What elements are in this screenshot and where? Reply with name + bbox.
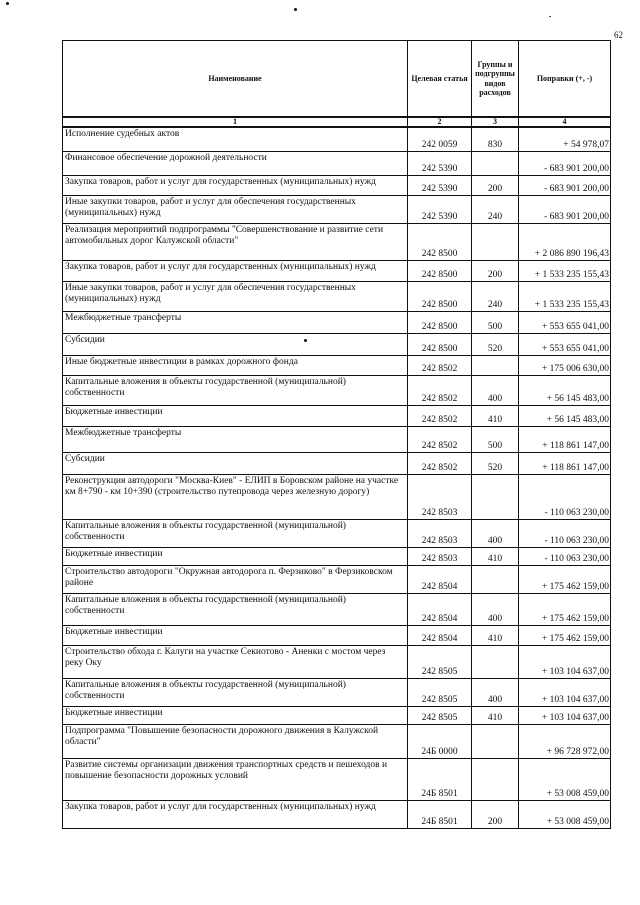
row-name: Строительство обхода г. Калуги на участке Секиотово - Аненки с мостом через реку Оку (63, 645, 408, 678)
row-group: 410 (472, 405, 519, 426)
row-name: Межбюджетные трансферты (63, 311, 408, 333)
row-amount: + 175 462 159,00 (519, 565, 611, 593)
row-amount: - 110 063 230,00 (519, 519, 611, 547)
row-name: Капитальные вложения в объекты государственной (муниципальной) собственности (63, 375, 408, 405)
row-group: 400 (472, 519, 519, 547)
table-row (63, 452, 611, 474)
row-name: Капитальные вложения в объекты государственной (муниципальной) собственности (63, 519, 408, 547)
row-name: Реконструкция автодороги "Москва-Киев" - ЕЛИП в Боровском районе на участке км 8+790 - км 10+390 (строительство путепровода через железную дорогу) (63, 474, 408, 519)
row-group: 400 (472, 375, 519, 405)
table-row (63, 800, 611, 828)
row-group: 400 (472, 593, 519, 625)
row-amount: + 1 533 235 155,43 (519, 260, 611, 281)
table-row (63, 724, 611, 758)
table-row (63, 474, 611, 519)
row-group: 200 (472, 175, 519, 195)
row-name: Субсидии (63, 333, 408, 355)
header-group: Группы и подгруппы видов расходов (472, 41, 519, 118)
row-group: 410 (472, 706, 519, 724)
table-row (63, 706, 611, 724)
row-code: 242 8504 (408, 625, 472, 645)
row-group: 200 (472, 260, 519, 281)
row-group: 410 (472, 625, 519, 645)
table-row (63, 593, 611, 625)
row-code: 242 8505 (408, 645, 472, 678)
row-amount: + 553 655 041,00 (519, 311, 611, 333)
row-group (472, 355, 519, 375)
row-amount: + 175 006 630,00 (519, 355, 611, 375)
page-number: 62 (614, 30, 623, 40)
row-code: 242 8503 (408, 547, 472, 565)
table-row (63, 375, 611, 405)
row-group: 500 (472, 426, 519, 452)
table-row (63, 127, 611, 151)
row-group: 520 (472, 452, 519, 474)
column-number-row (63, 117, 611, 127)
row-amount: + 96 728 972,00 (519, 724, 611, 758)
row-group: 520 (472, 333, 519, 355)
row-name: Закупка товаров, работ и услуг для государственных (муниципальных) нужд (63, 260, 408, 281)
row-code: 242 8502 (408, 405, 472, 426)
row-group (472, 223, 519, 260)
table-row (63, 175, 611, 195)
row-name: Капитальные вложения в объекты государственной (муниципальной) собственности (63, 678, 408, 706)
header-code: Целевая статья (408, 41, 472, 118)
row-group (472, 565, 519, 593)
scan-speck (294, 8, 297, 11)
row-name: Бюджетные инвестиции (63, 405, 408, 426)
row-code: 242 8500 (408, 223, 472, 260)
table-row (63, 151, 611, 175)
column-number: 2 (408, 117, 472, 127)
table-row (63, 426, 611, 452)
row-code: 242 8503 (408, 474, 472, 519)
row-code: 242 8505 (408, 678, 472, 706)
row-code: 242 0059 (408, 127, 472, 151)
table-row (63, 758, 611, 800)
row-code: 242 8504 (408, 565, 472, 593)
table-row (63, 547, 611, 565)
row-group: 200 (472, 800, 519, 828)
table-row (63, 355, 611, 375)
row-code: 242 8503 (408, 519, 472, 547)
row-name: Межбюджетные трансферты (63, 426, 408, 452)
table-row (63, 645, 611, 678)
row-code: 242 8505 (408, 706, 472, 724)
table-row (63, 195, 611, 223)
row-code: 24Б 0000 (408, 724, 472, 758)
row-code: 24Б 8501 (408, 758, 472, 800)
column-number: 1 (63, 117, 408, 127)
header-row (63, 41, 611, 118)
row-amount: + 56 145 483,00 (519, 405, 611, 426)
budget-table (62, 40, 611, 829)
row-amount: + 2 086 890 196,43 (519, 223, 611, 260)
row-name: Иные закупки товаров, работ и услуг для обеспечения государственных (муниципальных) нужд (63, 195, 408, 223)
row-code: 242 8502 (408, 452, 472, 474)
row-code: 242 8502 (408, 375, 472, 405)
row-name: Закупка товаров, работ и услуг для государственных (муниципальных) нужд (63, 175, 408, 195)
row-group: 500 (472, 311, 519, 333)
table-row (63, 260, 611, 281)
column-number: 4 (519, 117, 611, 127)
row-name: Бюджетные инвестиции (63, 547, 408, 565)
row-name: Иные закупки товаров, работ и услуг для обеспечения государственных (муниципальных) нужд (63, 281, 408, 311)
row-code: 242 8500 (408, 281, 472, 311)
row-name: Подпрограмма "Повышение безопасности дорожного движения в Калужской области" (63, 724, 408, 758)
row-group (472, 474, 519, 519)
row-code: 242 8500 (408, 311, 472, 333)
row-amount: - 683 901 200,00 (519, 151, 611, 175)
row-name: Бюджетные инвестиции (63, 625, 408, 645)
row-amount: + 553 655 041,00 (519, 333, 611, 355)
row-amount: + 118 861 147,00 (519, 426, 611, 452)
header-amount: Поправки (+, -) (519, 41, 611, 118)
row-amount: + 1 533 235 155,43 (519, 281, 611, 311)
row-amount: + 175 462 159,00 (519, 593, 611, 625)
row-group (472, 645, 519, 678)
row-amount: + 53 008 459,00 (519, 758, 611, 800)
row-amount: + 103 104 637,00 (519, 678, 611, 706)
row-group: 410 (472, 547, 519, 565)
row-amount: + 54 978,07 (519, 127, 611, 151)
header-name: Наименование (63, 41, 408, 118)
row-amount: + 103 104 637,00 (519, 645, 611, 678)
row-group (472, 758, 519, 800)
row-name: Закупка товаров, работ и услуг для государственных (муниципальных) нужд (63, 800, 408, 828)
row-code: 242 8502 (408, 426, 472, 452)
table-row (63, 405, 611, 426)
table-row (63, 565, 611, 593)
row-code: 242 5390 (408, 151, 472, 175)
row-amount: - 110 063 230,00 (519, 474, 611, 519)
table-row (63, 223, 611, 260)
row-name: Субсидии (63, 452, 408, 474)
row-name: Реализация мероприятий подпрограммы "Совершенствование и развитие сети автомобильных дорог Калужской области" (63, 223, 408, 260)
row-name: Капитальные вложения в объекты государственной (муниципальной) собственности (63, 593, 408, 625)
row-amount: + 103 104 637,00 (519, 706, 611, 724)
table-row (63, 519, 611, 547)
row-amount: + 53 008 459,00 (519, 800, 611, 828)
row-code: 242 8502 (408, 355, 472, 375)
row-code: 242 8500 (408, 333, 472, 355)
row-group: 400 (472, 678, 519, 706)
row-code: 24Б 8501 (408, 800, 472, 828)
row-group: 830 (472, 127, 519, 151)
table-row (63, 678, 611, 706)
table-row (63, 625, 611, 645)
table-row (63, 281, 611, 311)
row-name: Бюджетные инвестиции (63, 706, 408, 724)
row-group (472, 151, 519, 175)
row-group: 240 (472, 281, 519, 311)
row-group: 240 (472, 195, 519, 223)
row-code: 242 8504 (408, 593, 472, 625)
table-row (63, 311, 611, 333)
scan-speck (6, 2, 9, 5)
row-amount: - 683 901 200,00 (519, 175, 611, 195)
row-code: 242 8500 (408, 260, 472, 281)
row-name: Строительство автодороги "Окружная автодорога п. Ферзиково" в Ферзиковском районе (63, 565, 408, 593)
row-code: 242 5390 (408, 175, 472, 195)
row-amount: + 175 462 159,00 (519, 625, 611, 645)
row-code: 242 5390 (408, 195, 472, 223)
row-name: Финансовое обеспечение дорожной деятельности (63, 151, 408, 175)
table-row (63, 333, 611, 355)
row-name: Развитие системы организации движения транспортных средств и пешеходов и повышение безопасности дорожных условий (63, 758, 408, 800)
row-amount: + 118 861 147,00 (519, 452, 611, 474)
scan-speck (549, 16, 551, 17)
column-number: 3 (472, 117, 519, 127)
row-name: Исполнение судебных актов (63, 127, 408, 151)
row-amount: - 683 901 200,00 (519, 195, 611, 223)
row-amount: + 56 145 483,00 (519, 375, 611, 405)
row-name: Иные бюджетные инвестиции в рамках дорожного фонда (63, 355, 408, 375)
row-amount: - 110 063 230,00 (519, 547, 611, 565)
row-group (472, 724, 519, 758)
